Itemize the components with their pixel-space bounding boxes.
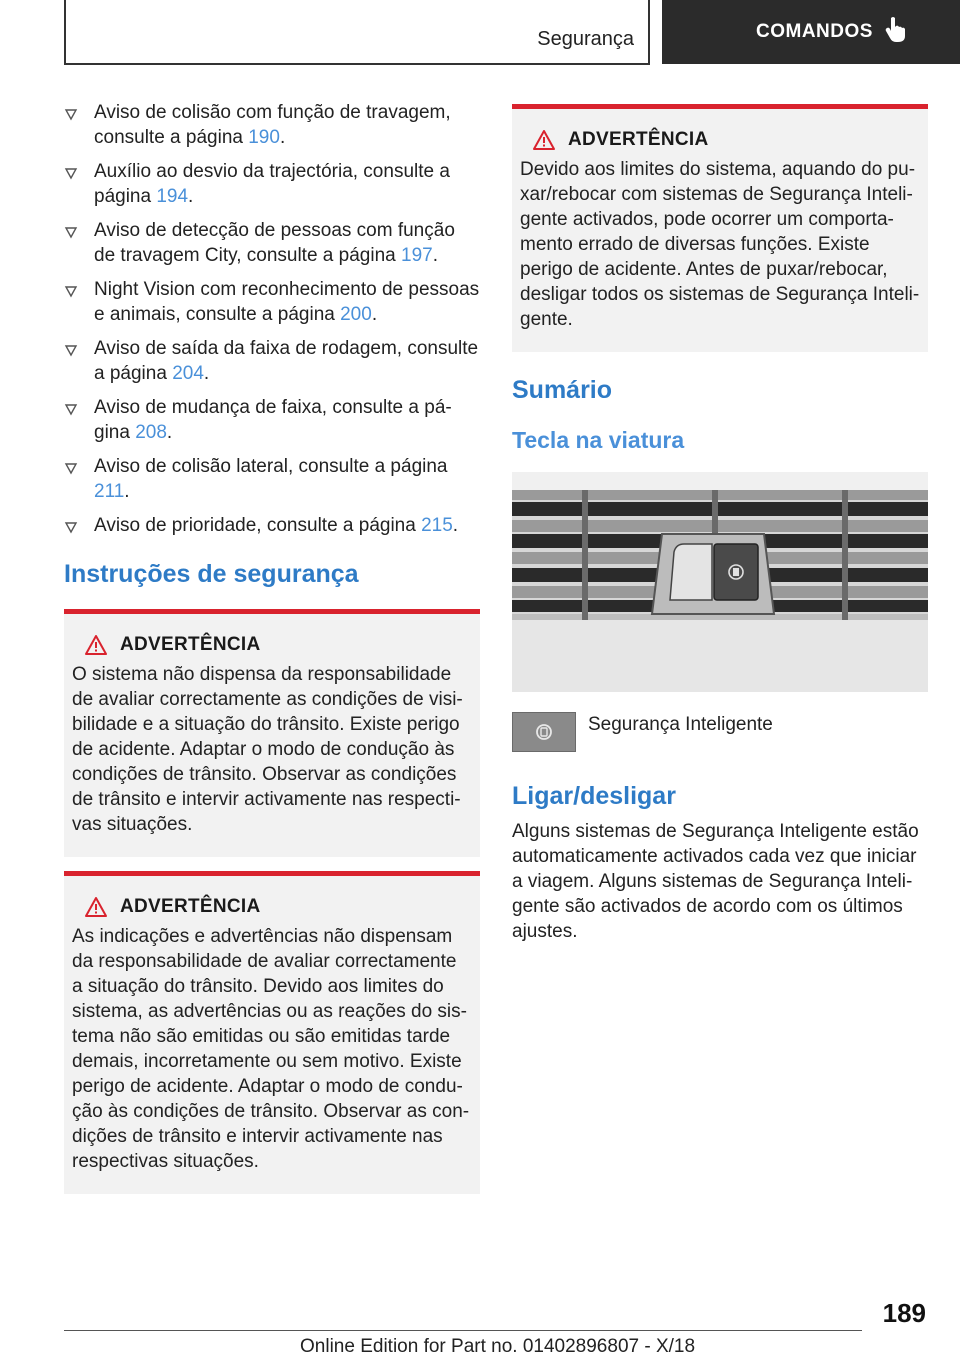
footer-edition: Online Edition for Part no. 01402896807 - X/18 [300,1336,696,1357]
triangle-bullet-icon [64,458,78,483]
triangle-bullet-icon [64,517,78,542]
list-item: Aviso de colisão lateral, consulte a página 211. [64,454,480,504]
warning-body: O sistema não dispensa da responsabilidade de avaliar correctamente as condições de visibilidade e a situação do trânsito. Existe perigo de acidente. Adaptar o modo de condução às condições de trânsito. Observar as condições de trânsito e intervir activamente nas respectivas situações. [72,664,463,835]
warning-box [512,104,928,352]
onoff-heading: Ligar/desligar [512,782,676,810]
triangle-bullet-icon [64,222,78,247]
hand-pointer-icon [885,16,907,48]
warning-body: Devido aos limites do sistema, aquando do puxar/rebocar com sistemas de Segurança Inteligente activados, pode ocorrer um comportamento errado de diversas funções. Existe perigo de acidente. Antes de puxar/rebocar, desligar todos os sistemas de Segurança Inteligente. [520,159,920,330]
page-link[interactable]: 200 [340,304,372,325]
vehicle-button-photo [512,472,928,692]
warning-triangle-icon [532,129,556,151]
warning-title-row [520,129,920,151]
list-item: Aviso de prioridade, consulte a página 215. [64,513,480,538]
triangle-bullet-icon [64,281,78,306]
safety-heading: Instruções de segurança [64,560,359,588]
warning-title: ADVERTÊNCIA [568,129,709,150]
page-link[interactable]: 190 [248,127,280,148]
summary-heading: Sumário [512,376,613,404]
list-item: Aviso de colisão com função de travagem, consulte a página 190. [64,100,480,150]
button-caption: Segurança Inteligente [588,714,773,735]
page-link[interactable]: 211 [94,481,125,502]
onoff-body: Alguns sistemas de Segurança Inteligente estão automaticamente activados cada vez que iniciar a viagem. Alguns sistemas de Segurança Inteligente são activados de acordo com os últimos ajustes. [512,821,919,942]
page-link[interactable]: 197 [401,245,433,266]
warning-triangle-icon [84,634,108,656]
footer-rule [64,1330,862,1331]
header-left-rule [64,0,66,64]
safety-button-thumbnail[interactable] [512,712,576,752]
page-link[interactable]: 208 [135,422,167,443]
triangle-bullet-icon [64,399,78,424]
warning-title-row [72,896,472,918]
header-bottom-rule [64,63,650,65]
warning-triangle-icon [84,896,108,918]
warning-title: ADVERTÊNCIA [120,896,261,917]
warning-body: As indicações e advertências não dispensam da responsabilidade de avaliar correctamente a situação do trânsito. Devido aos limites do sistema, as advertências ou as reações do sistema não são emitidas ou são emitidas tarde demais, incorretamente ou sem motivo. Existe perigo de acidente. Adaptar o modo de condução às condições de trânsito. Observar as condições de trânsito e intervir activamente nas respectivas situações. [72,926,470,1172]
page-link[interactable]: 204 [172,363,204,384]
list-item: Night Vision com reconhecimento de pessoas e animais, consulte a página 200. [64,277,480,327]
warning-box [64,871,480,1194]
page-number: 189 [882,1298,926,1328]
warning-title-row [72,634,472,656]
header-section-title: Segurança [537,28,634,50]
list-item: Aviso de detecção de pessoas com função de travagem City, consulte a página 197. [64,218,480,268]
intelligent-safety-icon [534,722,554,742]
left-column [64,100,480,1194]
list-item: Aviso de mudança de faixa, consulte a página 208. [64,395,480,445]
header-chapter-tab[interactable] [662,0,960,64]
list-item: Auxílio ao desvio da trajectória, consulte a página 194. [64,159,480,209]
triangle-bullet-icon [64,163,78,188]
summary-subheading: Tecla na viatura [512,427,685,453]
list-item: Aviso de saída da faixa de rodagem, consulte a página 204. [64,336,480,386]
warning-box [64,609,480,857]
chapter-tab-label: COMANDOS [756,21,873,42]
page-link[interactable]: 215 [421,515,453,536]
reference-list [64,100,480,538]
warning-title: ADVERTÊNCIA [120,634,261,655]
triangle-bullet-icon [64,340,78,365]
button-legend-row [512,712,928,752]
header-separator [648,0,650,64]
right-column [512,104,928,944]
triangle-bullet-icon [64,104,78,129]
page-link[interactable]: 194 [156,186,189,207]
